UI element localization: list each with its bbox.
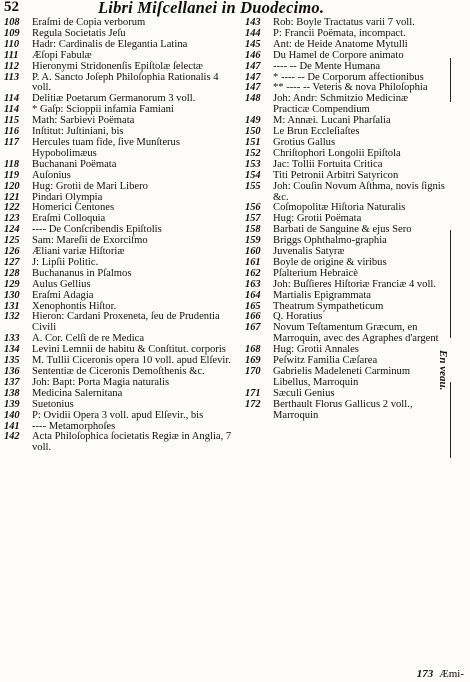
entry-title: Joh: Buſſieres Hiſtoriæ Franciæ 4 voll. bbox=[273, 278, 437, 290]
entry-title: Xenophontis Hiſtor. bbox=[32, 300, 117, 312]
entry-title: Joh: Bapt: Porta Magia naturalis bbox=[32, 376, 170, 388]
entry-title: Levini Lemnii de habitu & Conſtitut. corporis bbox=[32, 344, 226, 356]
entry-title: * Gaſp: Scioppii infamia Famiani bbox=[32, 104, 174, 116]
entry-number: 112 bbox=[4, 60, 20, 72]
catalogue-entry bbox=[4, 171, 236, 182]
entry-number: 139 bbox=[4, 398, 20, 410]
entry-number: 166 bbox=[245, 311, 261, 323]
catalogue-entry bbox=[4, 291, 236, 302]
entry-number: 157 bbox=[245, 213, 261, 225]
entry-title: Suetonius bbox=[32, 398, 74, 410]
catalogue-entry bbox=[245, 51, 445, 62]
bracket-rule-upper bbox=[450, 58, 451, 102]
entry-number: 154 bbox=[245, 169, 261, 181]
entry-title: Regula Societatis Jeſu bbox=[32, 27, 126, 39]
entry-title: Rob: Boyle Tractatus varii 7 voll. bbox=[273, 17, 415, 28]
entry-title: Sam: Mareſii de Exorciſmo bbox=[32, 235, 148, 247]
entry-title: Buchananus in Pſalmos bbox=[32, 267, 132, 279]
catalogue-entry bbox=[245, 94, 445, 116]
entry-number: 130 bbox=[4, 289, 20, 301]
catalogue-entry bbox=[4, 411, 236, 422]
entry-number: 118 bbox=[4, 158, 20, 170]
entry-number: 126 bbox=[4, 246, 20, 258]
entry-number: 152 bbox=[245, 147, 261, 159]
entry-number: 172 bbox=[245, 398, 261, 410]
side-label-binding: En veau. bbox=[437, 350, 449, 391]
entry-title: ** ---- -- Veteris & nova Philoſophia bbox=[273, 82, 428, 94]
entry-title: Pindari Olympia bbox=[32, 191, 103, 203]
entry-number: 171 bbox=[245, 387, 261, 399]
entry-title: Sententiæ de Ciceronis Demoſthenis &c. bbox=[32, 366, 205, 377]
entry-number: 153 bbox=[245, 158, 261, 170]
catchword-number: 173 bbox=[416, 668, 434, 680]
entry-title: Delitiæ Poetarum Germanorum 3 voll. bbox=[32, 93, 196, 105]
entry-number: 170 bbox=[245, 366, 261, 377]
entry-title: P: Francii Poëmata, incompact. bbox=[273, 27, 406, 39]
entry-number: 117 bbox=[4, 136, 20, 148]
entry-number: 113 bbox=[4, 71, 20, 83]
catalogue-entry bbox=[245, 400, 445, 422]
entry-number: 133 bbox=[4, 333, 20, 345]
catalogue-entry bbox=[245, 323, 445, 345]
entry-number: 138 bbox=[4, 387, 20, 399]
entry-title: Boyle de origine & viribus bbox=[273, 256, 387, 268]
entry-number: 147 bbox=[245, 60, 261, 72]
entry-number: 114 bbox=[4, 104, 20, 116]
entry-title: * ---- -- De Corporum affectionibus bbox=[273, 71, 424, 83]
entry-number: 147 bbox=[245, 71, 261, 83]
entry-number: 121 bbox=[4, 191, 20, 203]
entry-title: Hug: Grotii Annales bbox=[273, 344, 359, 356]
entry-title: ---- Metamorphoſes bbox=[32, 420, 116, 432]
entry-title: ---- De Conſcribendis Epiſtolis bbox=[32, 224, 162, 236]
catalogue-entry bbox=[4, 312, 236, 334]
catalogue-entry bbox=[4, 138, 236, 160]
entry-number: 159 bbox=[245, 235, 261, 247]
entry-title: Q. Horatius bbox=[273, 311, 323, 323]
entry-number: 111 bbox=[4, 49, 19, 61]
entry-number: 132 bbox=[4, 311, 20, 323]
catalogue-entry bbox=[245, 291, 445, 302]
entry-number: 119 bbox=[4, 169, 20, 181]
entry-title: Sæculi Genius bbox=[273, 387, 335, 399]
entry-title: Hug: Grotii Poëmata bbox=[273, 213, 362, 225]
entry-title: Hieronymi Stridonenſis Epiſtolæ ſelectæ bbox=[32, 60, 203, 72]
catalogue-entry bbox=[4, 62, 236, 73]
entry-title: Du Hamel de Corpore animato bbox=[273, 49, 404, 61]
catchword-text: Æmi- bbox=[438, 668, 464, 680]
entry-number: 151 bbox=[245, 136, 261, 148]
entry-number: 120 bbox=[4, 180, 20, 192]
entry-title: Joh: Andr: Schmitzio Medicinæ Practicæ Compendium bbox=[273, 93, 409, 116]
catalogue-entry bbox=[245, 367, 445, 389]
entry-title: Theatrum Sympatheticum bbox=[273, 300, 384, 312]
entry-number: 163 bbox=[245, 278, 261, 290]
entry-number: 169 bbox=[245, 355, 261, 367]
entry-number: 146 bbox=[245, 49, 261, 61]
entry-number: 145 bbox=[245, 38, 261, 50]
entry-number: 131 bbox=[4, 300, 20, 312]
entry-number: 125 bbox=[4, 235, 20, 247]
running-title: Libri Miſcellanei in Duodecimo. bbox=[98, 0, 325, 17]
entry-title: Coſmopolitæ Hiſtoria Naturalis bbox=[273, 202, 406, 214]
entry-title: Jac: Tollii Fortuita Critica bbox=[273, 158, 383, 170]
entry-number: 168 bbox=[245, 344, 261, 356]
catalogue-entry bbox=[245, 171, 445, 182]
entry-title: Hercules tuam fide, ſive Munſterus Hypobolimæus bbox=[32, 136, 180, 159]
catalogue-entry bbox=[4, 51, 236, 62]
entry-title: Novum Teſtamentum Græcum, en Marroquin, avec des Agraphes d'argent bbox=[273, 322, 439, 345]
entry-title: Æſopi Fabulæ bbox=[32, 49, 92, 61]
entry-number: 129 bbox=[4, 278, 20, 290]
entry-number: 147 bbox=[245, 82, 261, 94]
catalogue-entry bbox=[4, 432, 236, 454]
entry-number: 158 bbox=[245, 224, 261, 236]
entry-number: 162 bbox=[245, 267, 261, 279]
entry-title: Eraſmi de Copia verborum bbox=[32, 17, 146, 28]
entry-number: 144 bbox=[245, 27, 261, 39]
entry-number: 155 bbox=[245, 180, 261, 192]
entry-title: Joh: Couſin Novum Aſthma, novis ſignis &c. bbox=[273, 180, 445, 203]
entry-title: Gabrielis Madeleneti Carminum Libellus, Marroquin bbox=[273, 366, 411, 388]
entry-number: 149 bbox=[245, 115, 261, 127]
catalogue-entry bbox=[4, 73, 236, 95]
entry-number: 136 bbox=[4, 366, 20, 377]
catalogue-entry bbox=[4, 400, 236, 411]
right-column bbox=[245, 18, 445, 422]
entry-title: M: Annæi. Lucani Pharſalia bbox=[273, 115, 391, 127]
entry-number: 142 bbox=[4, 431, 20, 443]
bracket-rule-middle bbox=[450, 230, 451, 338]
entry-title: Pſalterium Hebraicè bbox=[273, 267, 359, 279]
entry-number: 160 bbox=[245, 246, 261, 258]
entry-number: 165 bbox=[245, 300, 261, 312]
catalogue-entry bbox=[245, 62, 445, 73]
entry-title: Chriſtophori Longolii Epiſtola bbox=[273, 147, 401, 159]
entry-title: Eraſmi Adagia bbox=[32, 289, 94, 301]
entry-title: P. A. Sancto Joſeph Philoſophia Rationalis 4 voll. bbox=[32, 71, 219, 94]
entry-title: Aulus Gellius bbox=[32, 278, 91, 290]
entry-title: Briggs Ophthalmo-graphia bbox=[273, 235, 387, 247]
entry-number: 150 bbox=[245, 126, 261, 138]
entry-title: Grotius Gallus bbox=[273, 136, 336, 148]
entry-number: 141 bbox=[4, 420, 20, 432]
entry-number: 137 bbox=[4, 376, 20, 388]
entry-title: ---- -- De Mente Humana bbox=[273, 60, 381, 72]
entry-number: 164 bbox=[245, 289, 261, 301]
entry-title: Ant: de Heide Anatome Mytulli bbox=[273, 38, 408, 50]
entry-number: 115 bbox=[4, 115, 20, 127]
entry-number: 161 bbox=[245, 256, 261, 268]
entry-number: 108 bbox=[4, 17, 20, 28]
entry-number: 128 bbox=[4, 267, 20, 279]
entry-number: 140 bbox=[4, 409, 20, 421]
page-header bbox=[4, 0, 466, 17]
entry-title: Peſwitz Familia Cæſarea bbox=[273, 355, 378, 367]
entry-number: 122 bbox=[4, 202, 20, 214]
entry-title: Titi Petronii Arbitri Satyricon bbox=[273, 169, 399, 181]
entry-title: M. Tullii Ciceronis opera 10 voll. apud Elſevir. bbox=[32, 355, 231, 367]
entry-title: Berthault Florus Gallicus 2 voll., Marroquin bbox=[273, 398, 413, 421]
entry-title: Hieron: Cardani Proxeneta, ſeu de Prudentia Civili bbox=[32, 311, 220, 334]
entry-title: Juvenalis Satyræ bbox=[273, 246, 345, 258]
entry-number: 127 bbox=[4, 256, 20, 268]
entry-title: Homerici Centones bbox=[32, 202, 115, 214]
entry-number: 114 bbox=[4, 93, 20, 105]
page-number: 52 bbox=[4, 0, 19, 15]
entry-title: Medicina Salernitana bbox=[32, 387, 123, 399]
entry-title: Hug: Grotii de Mari Libero bbox=[32, 180, 148, 192]
entry-number: 156 bbox=[245, 202, 261, 214]
entry-title: Math: Sarbievi Poëmata bbox=[32, 115, 135, 127]
entry-title: Inſtitut: Juſtiniani, bis bbox=[32, 126, 124, 138]
entry-title: Buchanani Poëmata bbox=[32, 158, 117, 170]
catalogue-entry bbox=[4, 182, 236, 193]
entry-number: 116 bbox=[4, 126, 20, 138]
entry-number: 110 bbox=[4, 38, 20, 50]
entry-title: Acta Philoſophica ſocietatis Regiæ in Anglia, 7 voll. bbox=[32, 431, 232, 454]
entry-number: 148 bbox=[245, 93, 261, 105]
entry-title: Martialis Epigrammata bbox=[273, 289, 371, 301]
left-column bbox=[4, 18, 236, 454]
entry-title: P: Ovidii Opera 3 voll. apud Elſevir., bis bbox=[32, 409, 204, 421]
entry-title: Hadr: Cardinalis de Elegantia Latina bbox=[32, 38, 188, 50]
entry-title: Barbati de Sanguine & ejus Sero bbox=[273, 224, 412, 236]
entry-title: A. Cor. Celſi de re Medica bbox=[32, 333, 145, 345]
entry-number: 134 bbox=[4, 344, 20, 356]
entry-title: Le Brun Eccleſiaſtes bbox=[273, 126, 360, 138]
entry-number: 167 bbox=[245, 322, 261, 334]
entry-title: Auſonius bbox=[32, 169, 71, 181]
entry-number: 143 bbox=[245, 17, 261, 28]
entry-number: 135 bbox=[4, 355, 20, 367]
catchword bbox=[417, 668, 464, 680]
catalogue-entry bbox=[245, 182, 445, 204]
entry-title: Æliani variæ Hiſtoriæ bbox=[32, 246, 125, 258]
bracket-rule-lower bbox=[450, 382, 451, 458]
entry-title: Eraſmi Colloquia bbox=[32, 213, 106, 225]
entry-number: 124 bbox=[4, 224, 20, 236]
entry-number: 123 bbox=[4, 213, 20, 225]
entry-title: J: Lipſii Politic. bbox=[32, 256, 99, 268]
entry-number: 109 bbox=[4, 27, 20, 39]
